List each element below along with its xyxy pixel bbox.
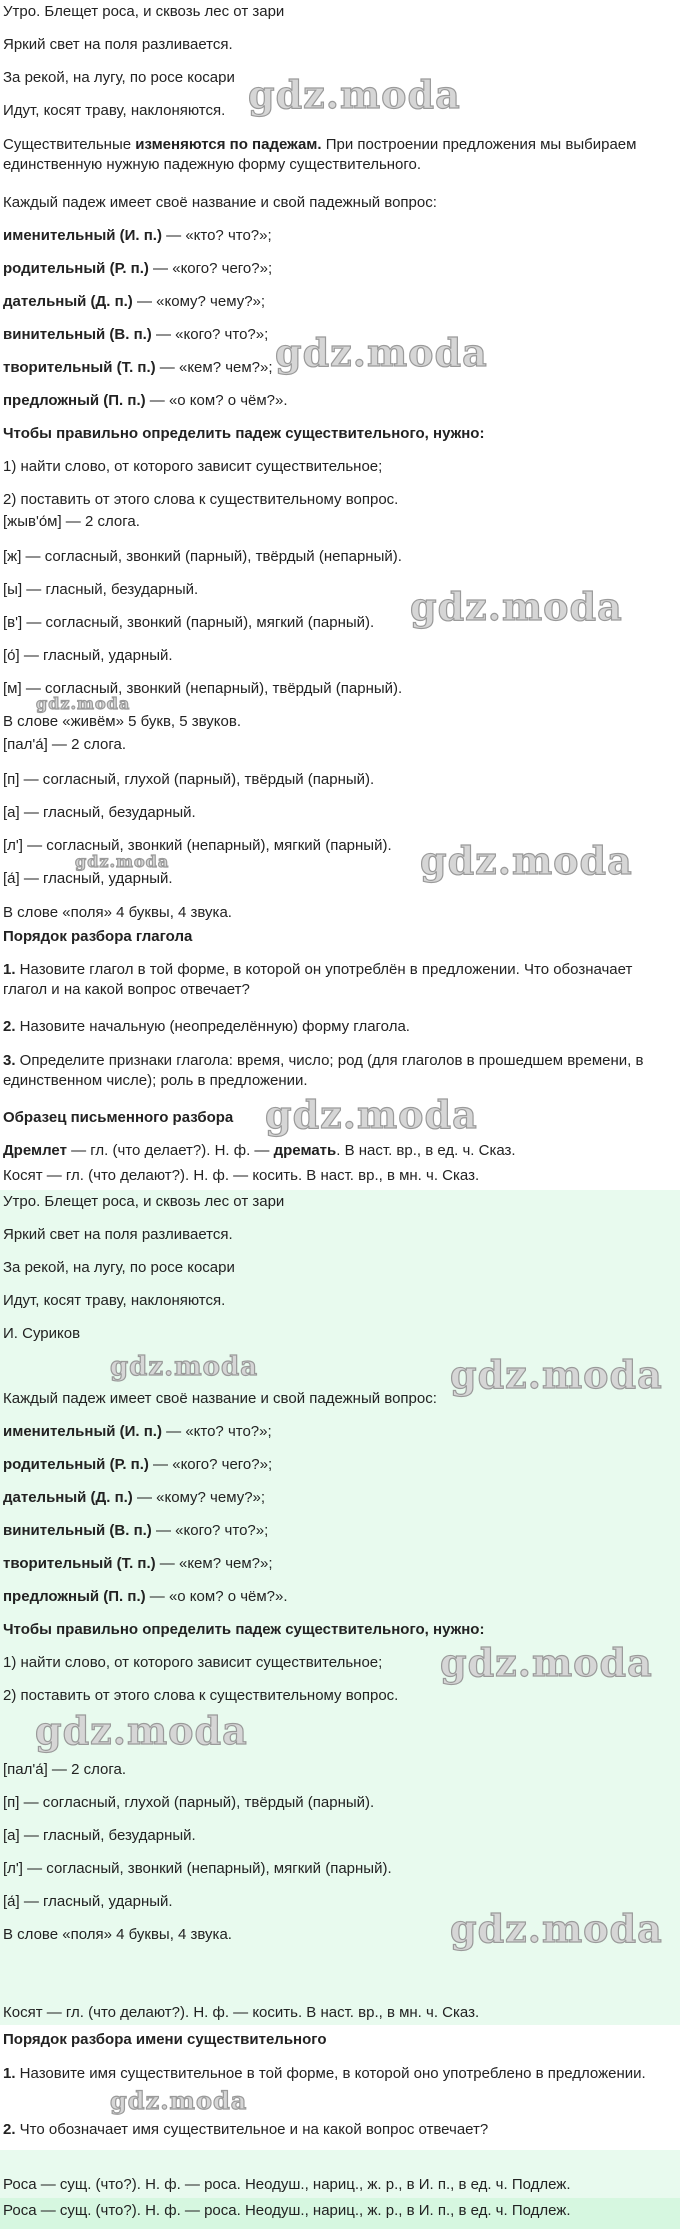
sample-line-2: Косят — гл. (что делают?). Н. ф. — косить. В наст. вр., в мн. ч. Сказ. (3, 1167, 480, 1184)
watermark: gdz.moda (440, 1640, 653, 1685)
phonetic-line: [о́] — гласный, ударный. (3, 647, 173, 664)
case-row-instrumental (3, 358, 273, 378)
case-question-intro: Каждый падеж имеет своё название и свой падежный вопрос: (3, 1390, 437, 1407)
noun-step-2 (3, 2120, 488, 2140)
poem-author: И. Суриков (3, 1325, 81, 1342)
step-text: Определите признаки глагола: время, число; род (для глаголов в прошедшем времени, в единственном числе); роль в предложении. (3, 1052, 644, 1089)
poem-line-3: За рекой, на лугу, по росе косари (3, 1259, 235, 1276)
step-number: 1. (3, 2065, 16, 2082)
step-number: 1. (3, 961, 16, 978)
sample-line-rosa: Роса — сущ. (что?). Н. ф. — роса. Неодуш., нариц., ж. р., в И. п., в ед. ч. Подлеж. (3, 2176, 571, 2193)
case-name: родительный (Р. п.) (3, 260, 149, 277)
phonetic-line: [л'] — согласный, звонкий (непарный), мягкий (парный). (3, 1860, 392, 1877)
case-name: творительный (Т. п.) (3, 1555, 156, 1572)
watermark: gdz.moda (420, 838, 633, 883)
case-row-instrumental (3, 1554, 273, 1574)
case-name: именительный (И. п.) (3, 227, 162, 244)
watermark: gdz.moda (275, 330, 488, 375)
sample-word: Дремлет (3, 1142, 67, 1159)
sample-line-1 (3, 1141, 516, 1161)
case-question: — «о ком? о чём?». (145, 392, 288, 409)
noun-step-1 (3, 2064, 673, 2084)
case-name: именительный (И. п.) (3, 1423, 162, 1440)
case-row-genitive (3, 1455, 272, 1475)
case-name: родительный (Р. п.) (3, 1456, 149, 1473)
case-name: предложный (П. п.) (3, 392, 146, 409)
phonetic-line: [ы] — гласный, безударный. (3, 581, 199, 598)
phonetic-summary: В слове «поля» 4 буквы, 4 звука. (3, 1926, 232, 1943)
phonetic-line: [а] — гласный, безударный. (3, 1827, 196, 1844)
phonetic-line: [м] — согласный, звонкий (непарный), твёрдый (парный). (3, 680, 403, 697)
watermark: gdz.moda (265, 1092, 478, 1137)
phonetic-line: [пал'а́] — 2 слога. (3, 1761, 127, 1778)
phonetic-line: [а] — гласный, безударный. (3, 804, 196, 821)
watermark: gdz.moda (110, 1352, 259, 1382)
case-name: винительный (В. п.) (3, 326, 152, 343)
case-question-intro: Каждый падеж имеет своё название и свой падежный вопрос: (3, 194, 437, 211)
case-name: дательный (Д. п.) (3, 293, 133, 310)
case-row-accusative (3, 1521, 268, 1541)
step-number: 2. (3, 2121, 16, 2138)
sample-text: — гл. (что делает?). Н. ф. — (66, 1142, 274, 1159)
case-question: — «кто? что?»; (161, 1423, 272, 1440)
watermark: gdz.moda (248, 72, 461, 117)
case-name: винительный (В. п.) (3, 1522, 152, 1539)
case-row-nominative (3, 226, 272, 246)
sample-line: Косят — гл. (что делают?). Н. ф. — косить. В наст. вр., в мн. ч. Сказ. (3, 2004, 480, 2021)
case-row-dative (3, 292, 265, 312)
case-name: дательный (Д. п.) (3, 1489, 133, 1506)
case-row-accusative (3, 325, 268, 345)
poem-line-3: За рекой, на лугу, по росе косари (3, 69, 235, 86)
case-row-dative (3, 1488, 265, 1508)
watermark: gdz.moda (75, 852, 170, 871)
rule-title: Чтобы правильно определить падеж существительного, нужно: (3, 1621, 485, 1638)
cases-intro-bold: изменяются по падежам. (135, 136, 322, 153)
poem-line-1: Утро. Блещет роса, и сквозь лес от зари (3, 3, 285, 20)
rule-step-1: 1) найти слово, от которого зависит существительное; (3, 458, 383, 475)
step-number: 2. (3, 1018, 16, 1035)
step-text: Назовите имя существительное в той форме, в которой оно употреблено в предложении. (15, 2065, 646, 2082)
step-text: Назовите начальную (неопределённую) форму глагола. (15, 1018, 410, 1035)
rule-title: Чтобы правильно определить падеж существительного, нужно: (3, 425, 485, 442)
watermark: gdz.moda (450, 1352, 663, 1397)
cases-intro-rest: При построении предложения мы выбираем единственную нужную падежную форму существительного. (3, 136, 637, 173)
case-name: творительный (Т. п.) (3, 359, 156, 376)
watermark: gdz.moda (410, 584, 623, 629)
case-row-prepositional (3, 391, 288, 411)
case-question: — «кем? чем?»; (155, 1555, 273, 1572)
case-question: — «кого? что?»; (151, 1522, 269, 1539)
sample-infinitive: дремать (273, 1142, 337, 1159)
phonetic-summary: В слове «поля» 4 буквы, 4 звука. (3, 904, 232, 921)
verb-step-1 (3, 960, 673, 1000)
poem-line-4: Идут, косят траву, наклоняются. (3, 1292, 226, 1309)
phonetic-line: [в'] — согласный, звонкий (парный), мягкий (парный). (3, 614, 375, 631)
phonetic-line: [жыв'о́м] — 2 слога. (3, 513, 140, 530)
case-question: — «кого? чего?»; (148, 260, 273, 277)
case-row-nominative (3, 1422, 272, 1442)
case-name: предложный (П. п.) (3, 1588, 146, 1605)
phonetic-line: [а́] — гласный, ударный. (3, 1893, 173, 1910)
sample-text: . В наст. вр., в ед. ч. Сказ. (336, 1142, 516, 1159)
verb-parsing-title: Порядок разбора глагола (3, 928, 193, 945)
case-question: — «кому? чему?»; (132, 293, 266, 310)
step-text: Назовите глагол в той форме, в которой он употреблён в предложении. Что обозначает глагол и на какой вопрос отвечает? (3, 961, 633, 998)
case-question: — «кого? чего?»; (148, 1456, 273, 1473)
step-text: Что обозначает имя существительное и на какой вопрос отвечает? (15, 2121, 489, 2138)
step-number: 3. (3, 1052, 16, 1069)
case-question: — «кем? чем?»; (155, 359, 273, 376)
poem-line-4: Идут, косят траву, наклоняются. (3, 102, 226, 119)
case-question: — «кого? что?»; (151, 326, 269, 343)
cases-intro-paragraph (3, 135, 673, 175)
verb-step-3 (3, 1051, 673, 1091)
phonetic-line: [ж] — согласный, звонкий (парный), твёрдый (непарный). (3, 548, 402, 565)
noun-parsing-title: Порядок разбора имени существительного (3, 2031, 327, 2048)
case-question: — «о ком? о чём?». (145, 1588, 288, 1605)
cases-intro-start: Существительные (3, 136, 136, 153)
watermark: gdz.moda (36, 694, 131, 713)
rule-step-1: 1) найти слово, от которого зависит существительное; (3, 1654, 383, 1671)
sample-title: Образец письменного разбора (3, 1109, 234, 1126)
phonetic-line: [п] — согласный, глухой (парный), твёрдый (парный). (3, 771, 375, 788)
case-row-genitive (3, 259, 272, 279)
case-row-prepositional (3, 1587, 288, 1607)
rule-step-2: 2) поставить от этого слова к существительному вопрос. (3, 491, 399, 508)
poem-line-2: Яркий свет на поля разливается. (3, 36, 233, 53)
rule-step-2: 2) поставить от этого слова к существительному вопрос. (3, 1687, 399, 1704)
watermark: gdz.moda (35, 1708, 248, 1753)
phonetic-summary: В слове «живём» 5 букв, 5 звуков. (3, 713, 242, 730)
sample-line-rosa: Роса — сущ. (что?). Н. ф. — роса. Неодуш., нариц., ж. р., в И. п., в ед. ч. Подлеж. (3, 2202, 571, 2219)
poem-line-1: Утро. Блещет роса, и сквозь лес от зари (3, 1193, 285, 1210)
phonetic-line: [л'] — согласный, звонкий (непарный), мягкий (парный). (3, 837, 392, 854)
phonetic-line: [п] — согласный, глухой (парный), твёрдый (парный). (3, 1794, 375, 1811)
phonetic-line: [пал'а́] — 2 слога. (3, 736, 127, 753)
watermark: gdz.moda (110, 2086, 248, 2115)
case-question: — «кто? что?»; (161, 227, 272, 244)
case-question: — «кому? чему?»; (132, 1489, 266, 1506)
poem-line-2: Яркий свет на поля разливается. (3, 1226, 233, 1243)
watermark: gdz.moda (450, 1906, 663, 1951)
phonetic-line: [а́] — гласный, ударный. (3, 870, 173, 887)
verb-step-2 (3, 1017, 673, 1037)
